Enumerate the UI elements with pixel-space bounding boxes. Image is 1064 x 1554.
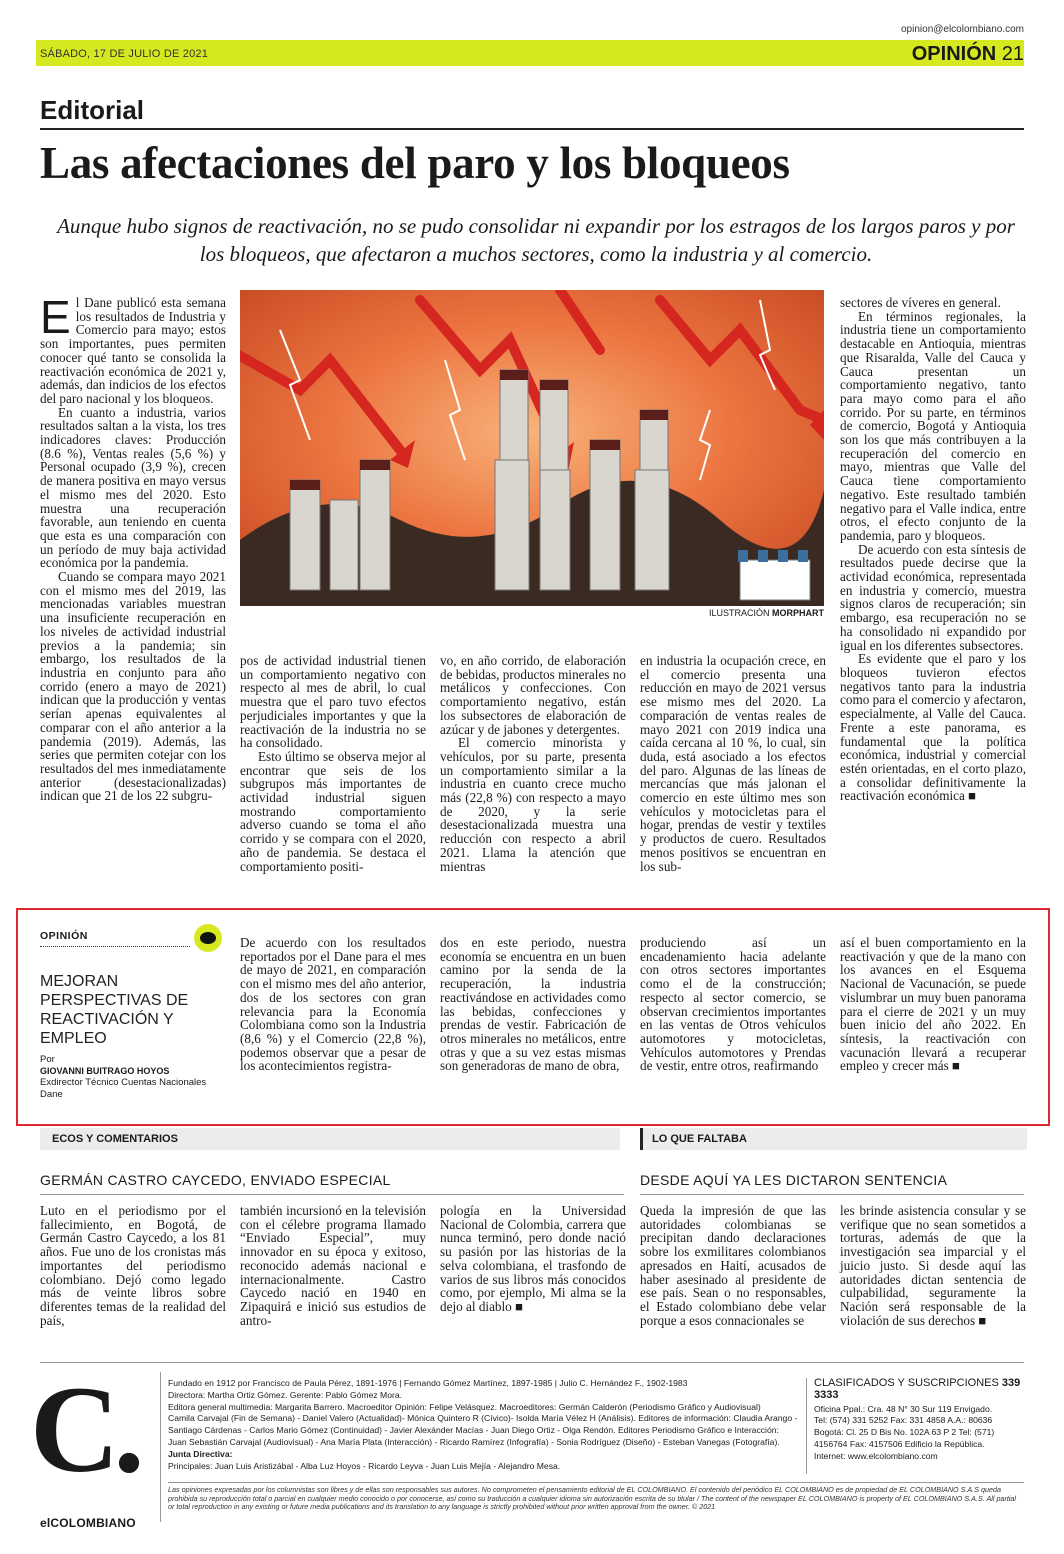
paragraph: Es evidente que el paro y los bloqueos tuvieron efectos negativos tanto para la industria como para el comercio y afectaron, especialmente, al Valle del Cauca. Frente a este panorama, es fundamental que la política económica, industrial y comercial estén orientadas, en el corto plazo, a consolidar definitivamente la reactivación económica ■ — [840, 651, 1026, 804]
header-email[interactable]: opinion@elcolombiano.com — [901, 24, 1024, 35]
paragraph: l Dane publicó esta semana los resultados de Industria y Comercio para mayo; estos son importantes, pues permiten conocer qué tanto se consolida la reactivación económica de 2021 y, además, dan indicios de los efectos del paro nacional y los bloqueos. — [40, 295, 226, 406]
faltaba-label: LO QUE FALTABA — [652, 1133, 747, 1145]
masthead-line: Camila Carvajal (Fin de Semana) - Daniel Valero (Actualidad)- Mónica Quintero R (Cívico)- Isolda María Vélez H (Análisis). Editores de información: Claudia Arango - — [168, 1413, 798, 1424]
masthead-line: Juan Sebastián Carvajal (Audiovisual) - Ana María Plata (Interacción) - Ricardo Ramírez (Infografía) - Sonia Rodríguez (Diseño) - Esteban Vanegas (Fotografía). — [168, 1436, 780, 1447]
footer-vrule-2 — [806, 1378, 807, 1474]
editorial-column-1 — [40, 291, 226, 804]
paragraph: En cuanto a industria, varios resultados saltan a la vista, los tres indicadores claves: Producción (8.6 %), Ventas reales (5,6 %) y Personal ocupado (3,9 %), crecen de manera positiva en mayo versus el mismo mes del 2020. Esto muestra una recuperación favorable, aun teniendo en cuenta que esta es una comparación con un período de muy baja actividad económica por la pandemia. — [40, 404, 226, 571]
editorial-title: Las afectaciones del paro y los bloqueos — [40, 138, 790, 188]
credit-author: MORPHART — [772, 608, 824, 618]
contact-line[interactable]: Internet: www.elcolombiano.com — [814, 1450, 938, 1461]
masthead-line: Directora: Martha Ortiz Gómez. Gerente: Pablo Gómez Mora. — [168, 1389, 403, 1400]
masthead — [168, 1378, 798, 1472]
opinion-byline — [40, 1054, 230, 1100]
footer-vrule — [160, 1372, 161, 1522]
section-title — [912, 43, 1024, 66]
masthead-line: Fundado en 1912 por Francisco de Paula Pérez, 1891-1976 | Fernando Gómez Martínez, 1897-1985 | Julio C. Hernández F., 1902-1983 — [168, 1378, 688, 1388]
paragraph: en industria la ocupación crece, en el comercio presenta una reducción en mayo de 2021 versus ese mismo mes del 2020. La comparación de ventas reales de mayo 2021 con 2019 indica una caída cercana al 10 %, lo cual, sin duda, está asociado a los efectos del paro. Algunas de las líneas de mercancías que más jalonan el comercio en este último mes son vehículos y motocicletas para el hogar, prendas de vestir y textiles y productos de cuero. Resultados menos positivos se encuentran en los sub- — [640, 653, 826, 874]
contact-line: Bogotá: Cl. 25 D Bis No. 102A 63 P 2 Tel: (571) — [814, 1427, 995, 1438]
contact-line: 4156764 Fax: 4157506 Edificio la República. — [814, 1438, 985, 1449]
contact-line: Oficina Ppal.: Cra. 48 N° 30 Sur 119 Envigado. — [814, 1403, 993, 1414]
opinion-label: OPINIÓN — [40, 930, 88, 942]
faltaba-column-1: Queda la impresión de que las autoridades colombianas se precipitan dando declaraciones sobre los exmilitares colombianos apresados en Haití, acusados de haber asesinado al presidente de ese país. Sean o no responsables, el Estado colombiano debe velar porque a esos connacionales se — [640, 1203, 826, 1328]
byline-by: Por — [40, 1054, 55, 1065]
ecos-column-2: también incursionó en la televisión con el célebre programa llamado “Enviado Especial”, muy innovador en su época y exitoso, reconocido además nacional e internacionalmente. Castro Caycedo nació en 1940 en Zipaquirá e inició sus estudios de antro- — [240, 1203, 426, 1328]
paragraph: vo, en año corrido, de elaboración de bebidas, productos minerales no metálicos y confecciones. Con comportamiento negativo, están los subsectores de elaboración de azúcar y de jabones y detergentes. — [440, 653, 626, 737]
disclaimer-rule — [168, 1482, 1024, 1483]
paragraph: De acuerdo con esta síntesis de resultados puede decirse que la actividad económica, representada en industria y comercio, muestra signos claros de recuperación; sin embargo, esa recuperación no se ha consolidado ni expandido por igual en los diferentes subsectores. — [840, 541, 1026, 653]
opinion-column-2: dos en este periodo, nuestra economía se encuentra en un buen camino por la senda de la recuperación, la industria reactivándose en actividades como las bebidas, confecciones y prendas de vestir. Fabricación de otros minerales no metálicos, entre otras y que a su vez estas mismas son generadoras de mano de obra, — [440, 935, 626, 1074]
masthead-line: Junta Directiva: — [168, 1448, 233, 1459]
opinion-column-1: De acuerdo con los resultados reportados por el Dane para el mes de mayo de 2021, en comparación con el mismo mes del año anterior, dos de los sectores con gran relevancia para la Economía Colombiana como son la Industria (8,6 %) y el Comercio (22,8 %), podemos observar que a pesar de los acontecimientos registra- — [240, 935, 426, 1074]
paragraph: sectores de víveres en general. — [840, 295, 1001, 310]
footer-rule — [40, 1362, 1024, 1363]
ecos-title-rule — [40, 1194, 624, 1195]
opinion-column-3: produciendo así un encadenamiento hacia adelante con otros sectores importantes como el de la construcción; respecto al sector comercio, se observan crecimientos importantes en las ventas de Otros vehículos automotores y motocicletas, Vehículos automotores y Prendas de vestir, entre otros, reafirmando — [640, 935, 826, 1074]
contact-line: Tel: (574) 331 5252 Fax: 331 4858 A.A.: 80636 — [814, 1415, 993, 1426]
credit-label: ILUSTRACIÓN — [708, 608, 770, 618]
illustration-credit — [709, 608, 824, 618]
opinion-title: MEJORAN PERSPECTIVAS DE REACTIVACIÓN Y EMPLEO — [40, 973, 189, 1047]
logo-name: elCOLOMBIANO — [40, 1516, 136, 1530]
masthead-line: Santiago Cárdenas - Carlos Mario Gómez (Continuidad) - Javier Alexánder Macías - Juan Diego Ortiz - Olga Rendón. Editores Periodismo Gráfico e Interacción: — [168, 1425, 779, 1436]
faltaba-column-2: les brinde asistencia consular y se verifique que no sean sometidos a torturas, además de que la investigación sea imparcial y el juicio justo. Si desde aquí las autoridades dictan sentencia de culpabilidad, seguramente la Nación será responsable de la violación de sus derechos ■ — [840, 1203, 1026, 1328]
editorial-deck: Aunque hubo signos de reactivación, no se pudo consolidar ni expandir por los estragos de los largos paros y por los bloqueos, que afectaron a muchos sectores, como la industria y al comercio. — [57, 214, 1015, 266]
editorial-column-4 — [640, 654, 826, 873]
editorial-column-5 — [840, 296, 1026, 803]
byline-author: GIOVANNI BUITRAGO HOYOS — [40, 1065, 170, 1076]
editorial-column-3 — [440, 654, 626, 873]
paragraph: El comercio minorista y vehículos, por su parte, presenta un comportamiento similar a la industria en cuanto crece mucho más (22,8 %) con respecto a mayo de 2020, y la serie desestacionalizada muestra una reducción con respecto a abril 2021. Llama la atención que mientras — [440, 735, 626, 874]
masthead-line: Principales: Juan Luis Aristizábal - Alba Luz Hoyos - Ricardo Leyva - Juan Luis Mejía - Alejandro Mesa. — [168, 1460, 561, 1471]
paragraph: Esto último se observa mejor al encontrar que seis de los subgrupos más importantes de actividad industrial siguen mostrando comportamiento adverso cuando se toma el año corrido y se compara con el 2020, año de pandemia. Se destaca el comportamiento positi- — [240, 748, 426, 874]
classifieds-phone[interactable]: 339 3333 — [814, 1377, 1021, 1401]
section-name: OPINIÓN — [911, 43, 997, 65]
logo-letter: C. — [30, 1361, 139, 1498]
opinion-label-rule — [40, 946, 190, 947]
byline-role: Exdirector Técnico Cuentas Nacionales Dane — [40, 1077, 207, 1100]
ecos-label: ECOS Y COMENTARIOS — [52, 1133, 178, 1145]
paragraph: pos de actividad industrial tienen un comportamiento negativo con respecto al mes de abril, lo cual muestra que el paro tuvo efectos perjudiciales importantes y que la reactivación de la industria no se ha consolidado. — [240, 653, 426, 751]
disclaimer: Las opiniones expresadas por los columnistas son libres y de ellas son responsables sus autores. No comprometen el pensamiento editorial de EL COLOMBIANO. El contenido del periódico EL COLOMBIANO es de propiedad de EL COLOMBIANO S.A.S queda prohibida su reproducción total o parcial en cualquier medio conocido o por conocerse, así como su traducción a cualquier idioma sin autorización escrita de su titular / The content of the newspaper EL COLOMBIANO is property of EL COLOMBIANO S.A.S. All partial or total reproduction in any existing or future media publications and its translation to any language is strictly prohibited without prior written approval from the owner. © 2021 — [168, 1485, 1017, 1512]
faltaba-title-rule — [640, 1194, 1024, 1195]
speech-bubble-icon — [194, 924, 222, 952]
ecos-column-1: Luto en el periodismo por el fallecimiento, en Bogotá, de Germán Castro Caycedo, a los 81 años. Fue uno de los cronistas más importantes del periodismo colombiano. Dejó como legado más de veinte libros sobre diferentes temas de la realidad del país, — [40, 1203, 226, 1328]
header-date: SÁBADO, 17 DE JULIO DE 2021 — [40, 48, 209, 60]
faltaba-title: DESDE AQUÍ YA LES DICTARON SENTENCIA — [640, 1172, 948, 1188]
kicker-rule — [40, 128, 1024, 130]
ecos-column-3: pología en la Universidad Nacional de Colombia, carrera que nunca terminó, pero donde nació su pasión por las historias de la selva colombiana, el trasfondo de varios de sus libros más conocidos como, por ejemplo, Mi alma se la dejo al diablo ■ — [440, 1203, 626, 1314]
page-number: 21 — [1001, 43, 1024, 65]
opinion-column-4: así el buen comportamiento en la reactivación y que de la mano con los avances en el Esquema Nacional de Vacunación, se puede vislumbrar un muy buen panorama para el cierre de 2021 y un muy buen inicio del año 2022. En síntesis, la reactivación con vacunación llevará a recuperar empleo y crecer más ■ — [840, 935, 1026, 1074]
ecos-title: GERMÁN CASTRO CAYCEDO, ENVIADO ESPECIAL — [40, 1172, 391, 1188]
editorial-kicker: Editorial — [40, 95, 145, 125]
masthead-line: Editora general multimedia: Margarita Barrero. Macroeditor Opinión: Felipe Velásquez. Macroeditores: Germán Calderón (Periodismo Gráfico y Audiovisual) — [168, 1401, 761, 1412]
dropcap: E — [40, 291, 71, 343]
classifieds — [814, 1378, 1024, 1463]
paragraph: Cuando se compara mayo 2021 con el mismo mes del 2019, las mencionadas variables muestran una insuficiente recuperación en los niveles de actividad industrial previos a la pandemia; sin embargo, los resultados de la industria en conjunto para año corrido (enero a mayo de 2021) indican que la producción y ventas serían apenas equivalentes al comparar con el año anterior a la pandemia (2019). Además, las series que permiten cotejar con los resultados del mes inmediatamente anterior (desestacionalizadas) indican que 21 de los 22 subgru- — [40, 569, 226, 804]
classifieds-label: CLASIFICADOS Y SUSCRIPCIONES — [814, 1377, 999, 1389]
editorial-illustration — [240, 290, 824, 606]
paragraph: En términos regionales, la industria tiene un comportamiento destacable en Antioquia, mientras que Risaralda, Valle del Cauca y Cauca presentan un comportamiento negativo, tanto para mayo como para el año corrido. Por su parte, en términos de comercio, Bogotá y Antioquia son los que más contribuyen a la recuperación del comercio en mayo, mientras que Valle del Cauca tiene comportamiento negativo. Este resultado también negativo para el Valle indica, entre otros, el efecto conjunto de la pandemia, paro y bloqueos. — [840, 308, 1026, 543]
editorial-column-2 — [240, 654, 426, 873]
